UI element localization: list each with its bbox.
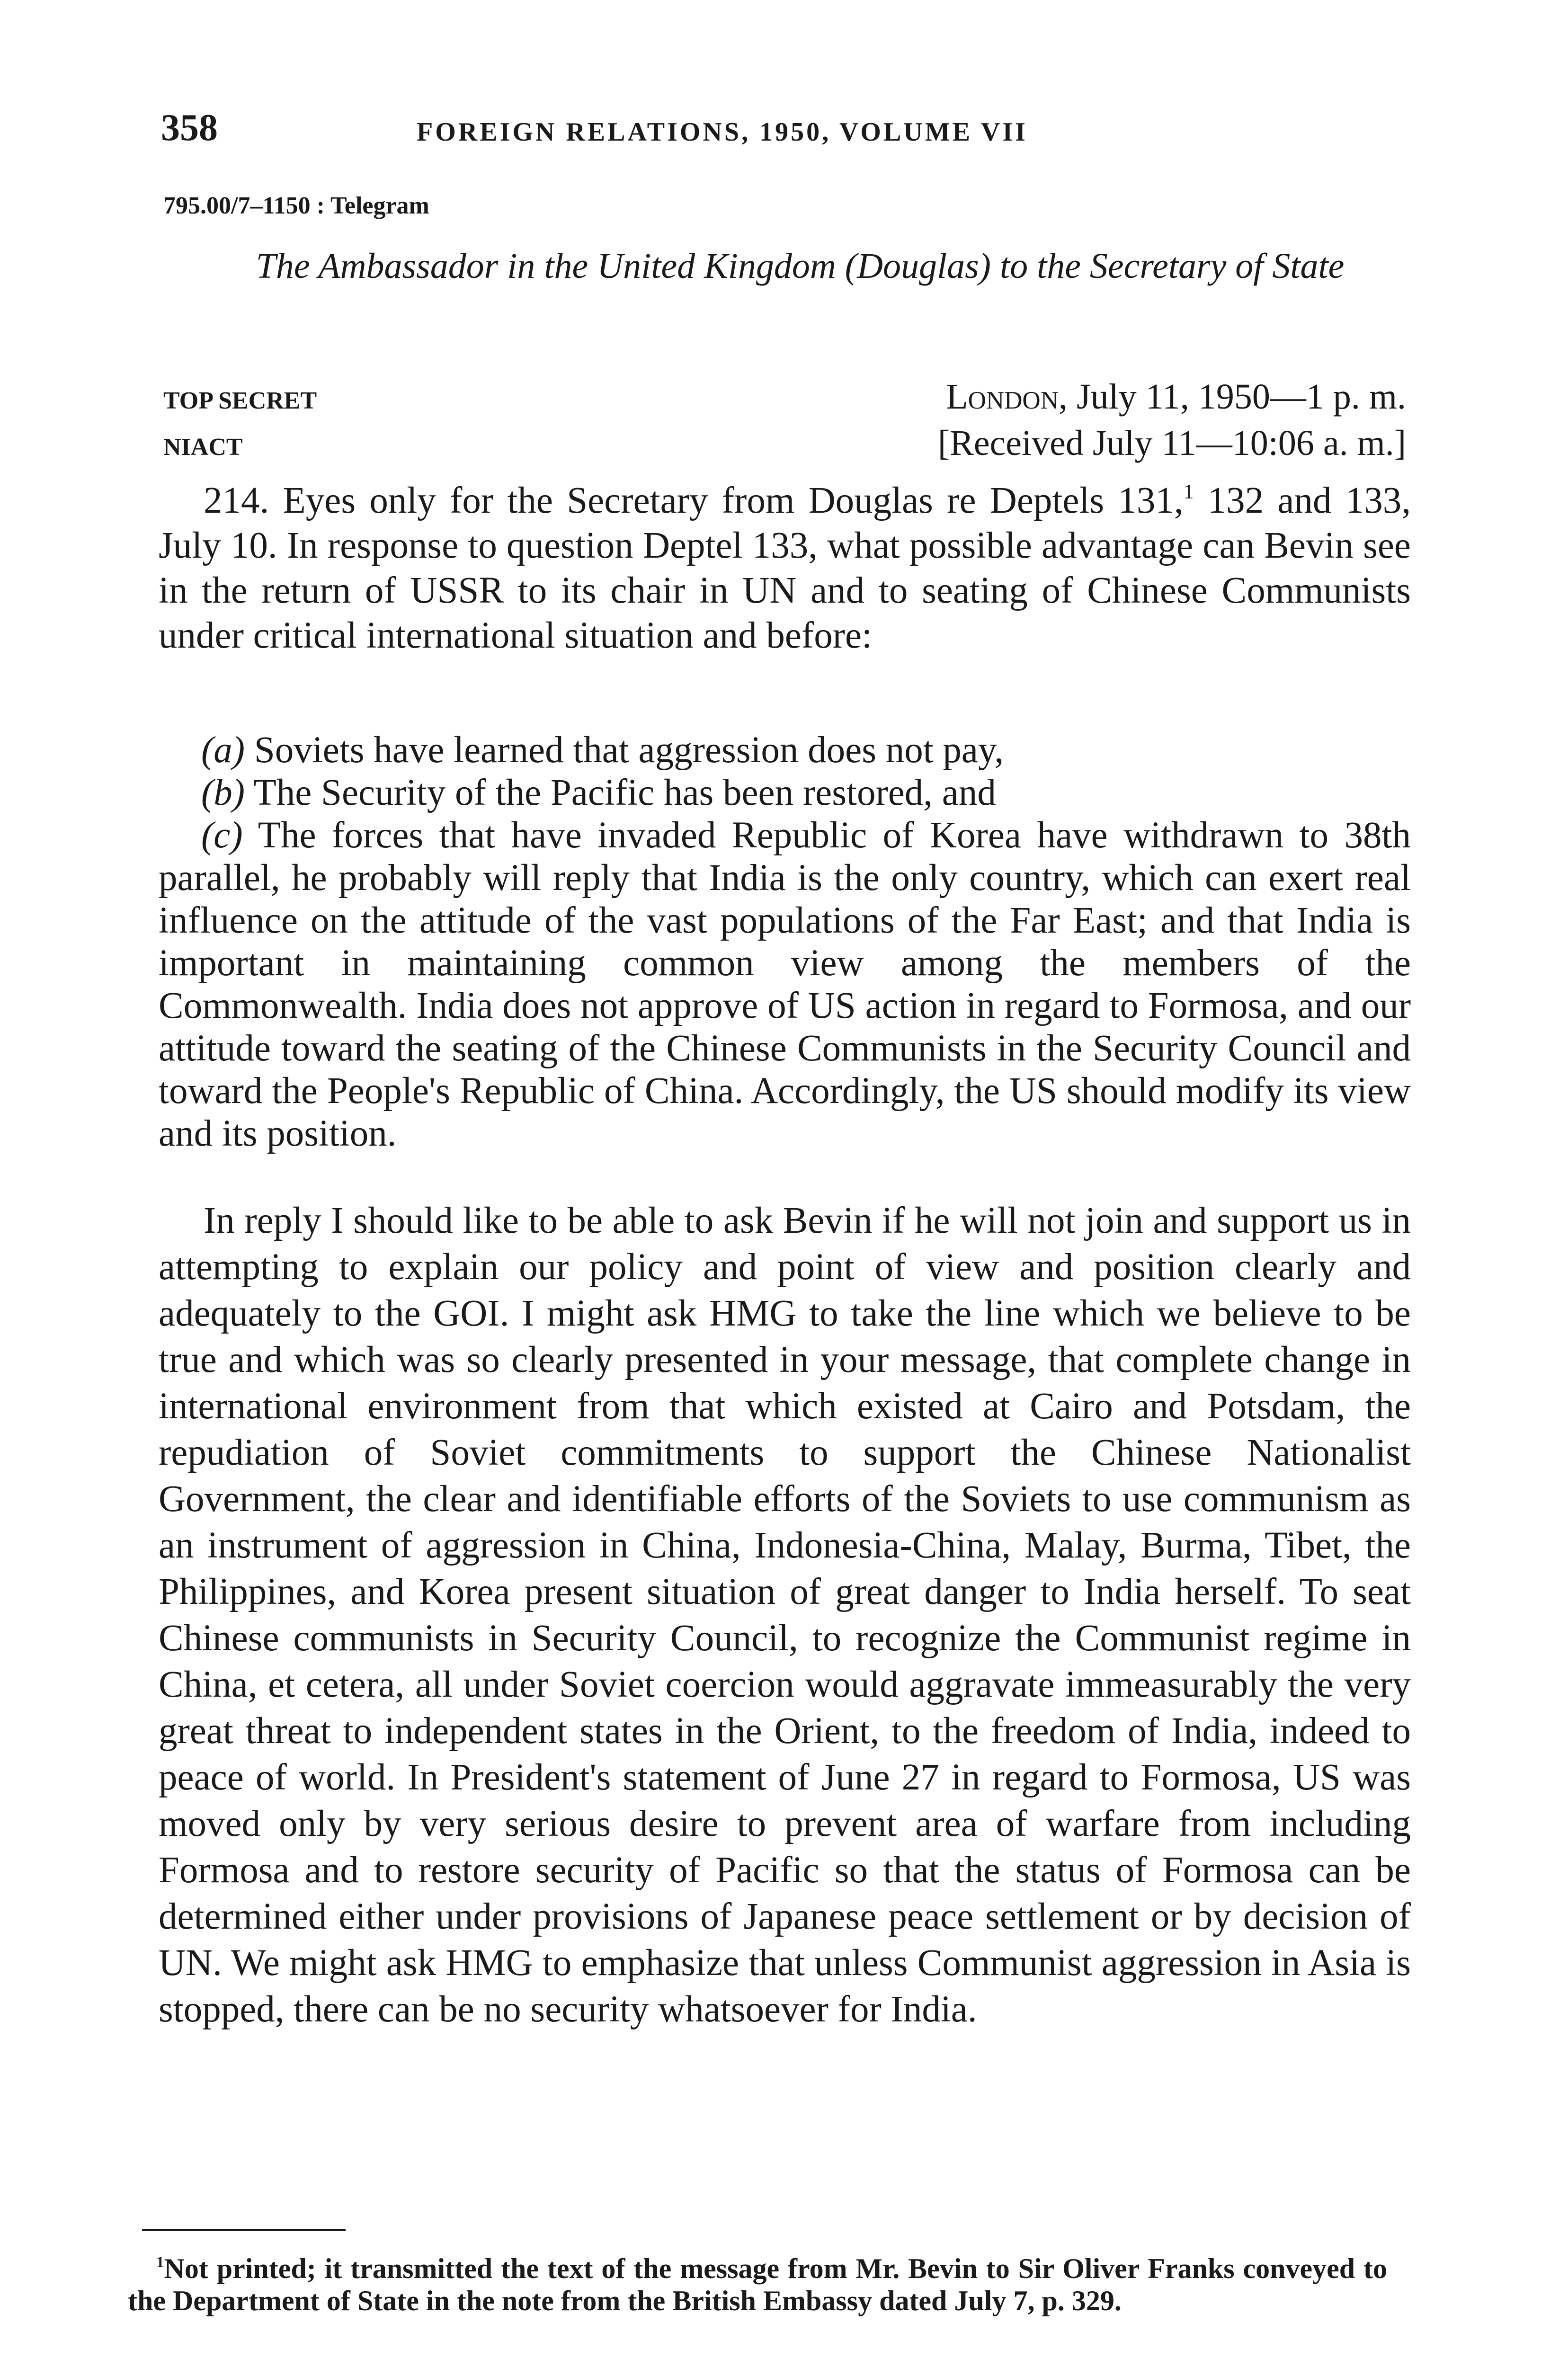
list-item-a (159, 729, 1411, 772)
page-number: 358 (161, 107, 218, 149)
list-item-c (159, 814, 1411, 1155)
precedence-row (163, 423, 1406, 470)
list-marker-a: (a) (201, 730, 245, 771)
footnote-divider (142, 2229, 346, 2231)
paragraph-opening-rest: 132 and 133, July 10. In response to question Deptel 133, what possible advantage can Bevin see in the return of USSR to its chair in UN and to seating of Chinese Communists under critical international situation and before: (159, 480, 1411, 656)
received-line: [Received July 11—10:06 a. m.] (937, 423, 1406, 463)
footnote-text: Not printed; it transmitted the text of the message from Mr. Bevin to Sir Oliver Franks conveyed to the Department of State in the note from the British Embassy dated July 7, p. 329. (128, 2253, 1387, 2316)
dateline-date: , July 11, 1950—1 p. m. (1059, 377, 1406, 417)
document-title: The Ambassador in the United Kingdom (Douglas) to the Secretary of State (256, 246, 1345, 286)
precedence-label: NIACT (163, 434, 243, 461)
footnote-marker: 1 (156, 2253, 164, 2271)
paragraph-opening-start: 214. Eyes only for the Secretary from Douglas re Deptels 131, (204, 480, 1184, 521)
dateline (946, 376, 1406, 418)
list-text-c: The forces that have invaded Republic of Korea have withdrawn to 38th parallel, he probably will reply that India is the only country, which can exert real influence on the attitude of the vast populations of the Far East; and that India is important in maintaining common view among the members of the Commonwealth. India does not approve of US action in regard to Formosa, and our attitude toward the seating of the Chinese Communists in the Security Council and toward the People's Republic of China. Accordingly, the US should modify its view and its position. (159, 815, 1411, 1154)
list-text-a: Soviets have learned that aggression does not pay, (245, 730, 1004, 771)
list-text-b: The Security of the Pacific has been restored, and (245, 772, 996, 813)
paragraph-reply: In reply I should like to be able to ask Bevin if he will not join and support us in attempting to explain our policy and point of view and position clearly and adequately to the GOI. I might ask HMG to take the line which we believe to be true and which was so clearly presented in your message, that complete change in international environment from that which existed at Cairo and Potsdam, the repudiation of Soviet commitments to support the Chinese Nationalist Government, the clear and identifiable efforts of the Soviets to use communism as an instrument of aggression in China, Indonesia-China, Malay, Burma, Tibet, the Philippines, and Korea present situation of great danger to India herself. To seat Chinese communists in Security Council, to recognize the Communist regime in China, et cetera, all under Soviet coercion would aggravate immeasurably the very great threat to independent states in the Orient, to the freedom of India, indeed to peace of world. In President's statement of June 27 in regard to Formosa, US was moved only by very serious desire to prevent area of warfare from including Formosa and to restore security of Pacific so that the status of Formosa can be determined either under provisions of Japanese peace settlement or by decision of UN. We might ask HMG to emphasize that unless Communist aggression in Asia is stopped, there can be no security whatsoever for India. (159, 1200, 1411, 2030)
list-item-b (159, 772, 1411, 814)
list-marker-b: (b) (201, 772, 245, 813)
page-header (161, 107, 1420, 159)
file-reference: 795.00/7–1150 : Telegram (163, 192, 429, 219)
classification-row (163, 376, 1406, 424)
running-head: FOREIGN RELATIONS, 1950, VOLUME VII (417, 117, 1028, 147)
list-marker-c: (c) (201, 815, 243, 856)
footnote (128, 2252, 1387, 2317)
condition-list (159, 729, 1411, 1155)
footnote-reference: 1 (1183, 480, 1194, 503)
paragraph-opening (159, 478, 1411, 658)
dateline-place: London (946, 377, 1059, 417)
classification-label: TOP SECRET (163, 387, 317, 414)
